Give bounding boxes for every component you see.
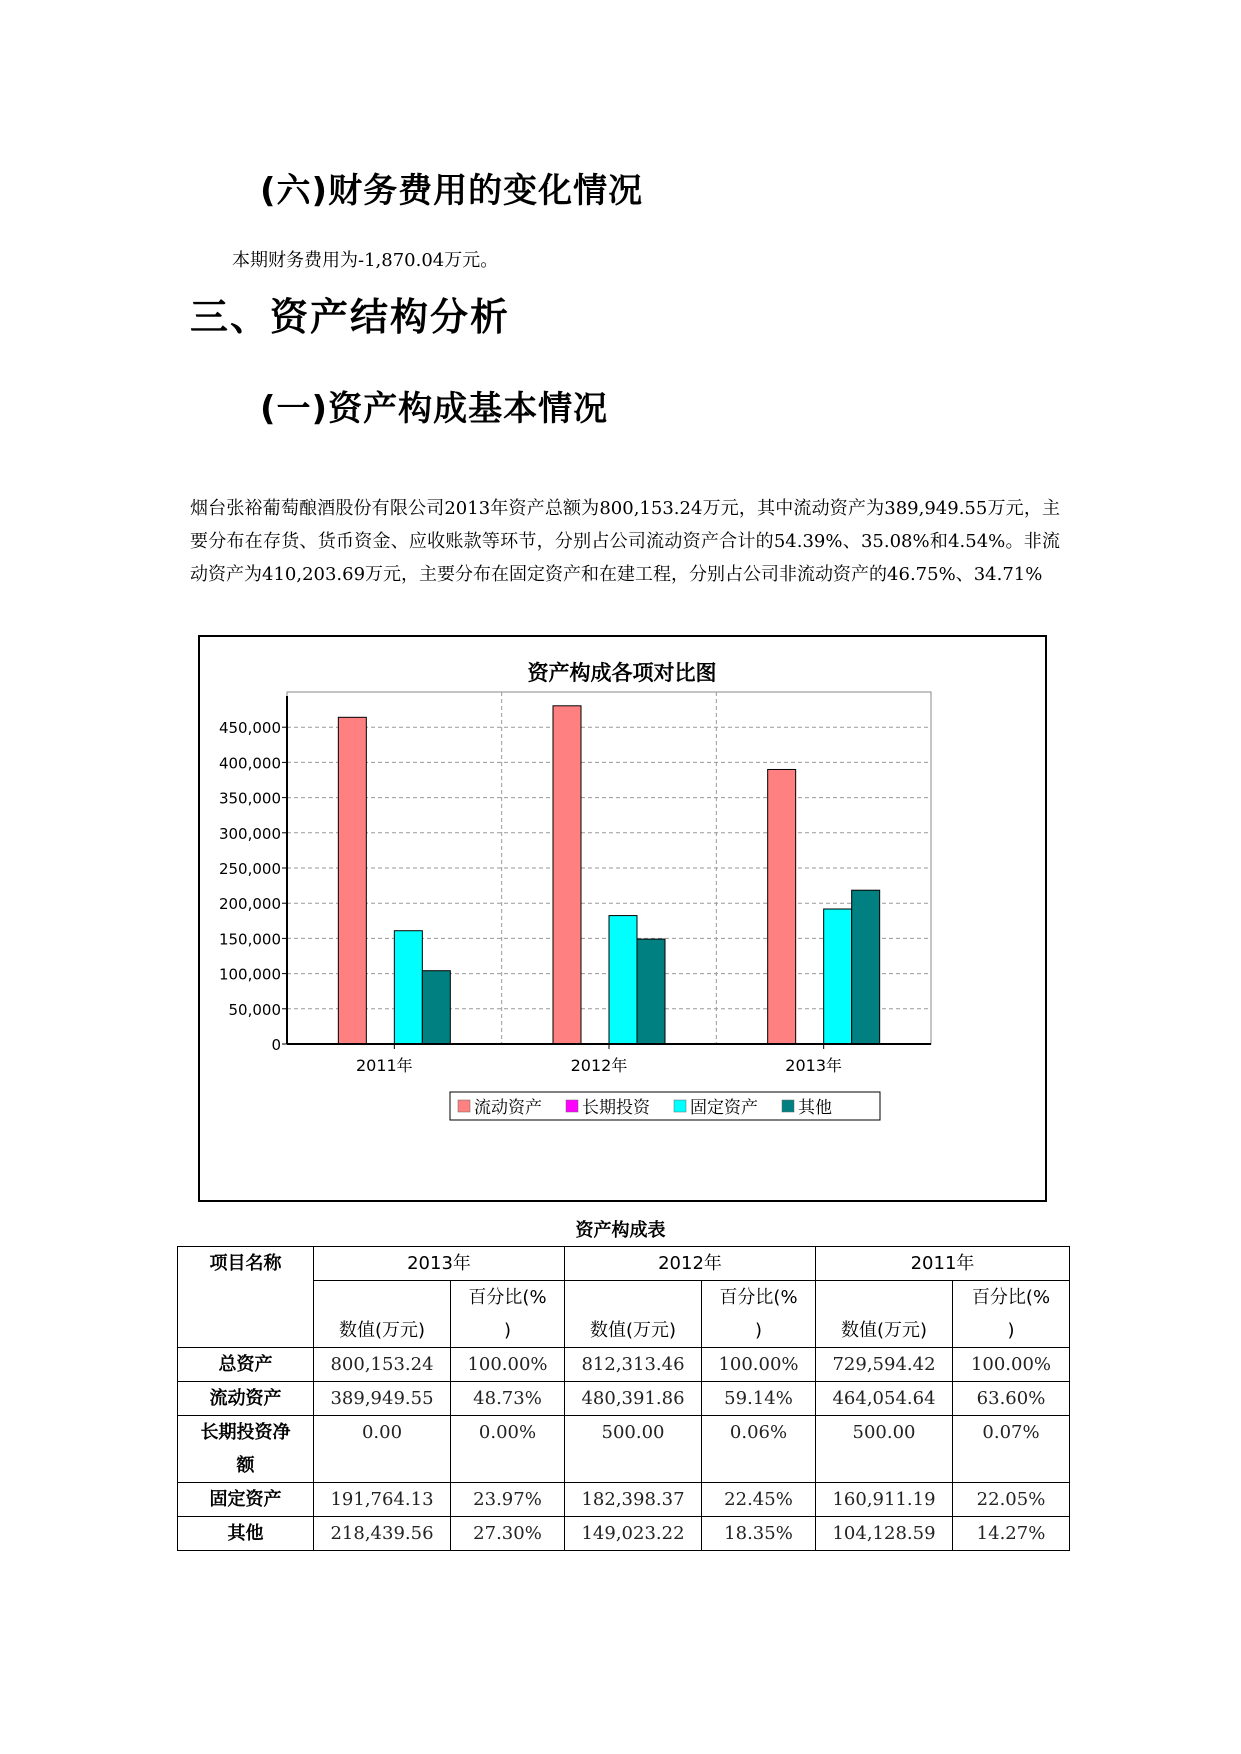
table-cell: 800,153.24: [314, 1348, 451, 1382]
y-tick-label: 200,000: [218, 895, 281, 914]
subheader-percent: 百分比(% ): [702, 1281, 816, 1348]
section1-heading: (一)资产构成基本情况: [260, 389, 609, 429]
table-cell: 182,398.37: [565, 1483, 702, 1517]
legend-label: 长期投资: [582, 1098, 650, 1118]
header-year-2013: 2013年: [314, 1247, 565, 1281]
table-cell: 22.45%: [702, 1483, 816, 1517]
legend-label: 固定资产: [690, 1098, 758, 1118]
table-row: [178, 1416, 1070, 1483]
table-cell: 191,764.13: [314, 1483, 451, 1517]
legend-swatch: [458, 1100, 470, 1112]
table-cell: 160,911.19: [816, 1483, 953, 1517]
asset-table: [177, 1246, 1070, 1551]
table-cell: 729,594.42: [816, 1348, 953, 1382]
table-cell: 18.35%: [702, 1517, 816, 1551]
table-cell: 22.05%: [953, 1483, 1070, 1517]
table-cell: 104,128.59: [816, 1517, 953, 1551]
subheader-percent: 百分比(% ): [451, 1281, 565, 1348]
bar-chart: [198, 635, 1047, 1202]
y-tick-label: 450,000: [218, 719, 281, 738]
header-year-2011: 2011年: [816, 1247, 1070, 1281]
bar-1-3: [768, 769, 796, 1044]
table-cell: 480,391.86: [565, 1382, 702, 1416]
header-year-2012: 2012年: [565, 1247, 816, 1281]
y-tick-label: 150,000: [218, 930, 281, 949]
chart-title: 资产构成各项对比图: [527, 661, 717, 685]
y-tick-label: 250,000: [218, 860, 281, 878]
table-cell: 100.00%: [702, 1348, 816, 1382]
table-cell: 500.00: [816, 1416, 953, 1483]
table-cell: 0.00%: [451, 1416, 565, 1483]
table-cell: 0.06%: [702, 1416, 816, 1483]
table-cell: 0.00: [314, 1416, 451, 1483]
table-row: [178, 1517, 1070, 1551]
y-tick-label: 400,000: [218, 754, 281, 773]
row-label: 总资产: [178, 1348, 314, 1382]
y-tick-label: 50,000: [228, 1000, 281, 1019]
bar-4-3: [852, 890, 880, 1044]
section6-text: 本期财务费用为-1,870.04万元。: [232, 250, 499, 271]
row-label: 流动资产: [178, 1382, 314, 1416]
y-tick-label: 100,000: [218, 965, 281, 984]
bar-4-1: [422, 971, 450, 1044]
subheader-value: 数值(万元): [565, 1281, 702, 1348]
table-cell: 0.07%: [953, 1416, 1070, 1483]
y-tick-label: 0: [271, 1036, 281, 1054]
table-cell: 48.73%: [451, 1382, 565, 1416]
table-row: [178, 1382, 1070, 1416]
legend-label: 流动资产: [474, 1098, 542, 1118]
table-cell: 812,313.46: [565, 1348, 702, 1382]
table-cell: 14.27%: [953, 1517, 1070, 1551]
legend-swatch: [674, 1100, 686, 1112]
bar-3-2: [609, 916, 637, 1044]
table-cell: 149,023.22: [565, 1517, 702, 1551]
x-tick-label: 2011年: [355, 1056, 413, 1075]
bar-1-2: [553, 706, 581, 1044]
legend-swatch: [782, 1100, 794, 1112]
row-label: 固定资产: [178, 1483, 314, 1517]
subheader-percent: 百分比(% ): [953, 1281, 1070, 1348]
bar-4-2: [637, 939, 665, 1044]
y-tick-label: 350,000: [218, 789, 281, 808]
row-label: 长期投资净 额: [178, 1416, 314, 1483]
table-cell: 59.14%: [702, 1382, 816, 1416]
subheader-value: 数值(万元): [816, 1281, 953, 1348]
y-tick-label: 300,000: [218, 824, 281, 843]
table-cell: 23.97%: [451, 1483, 565, 1517]
table-cell: 218,439.56: [314, 1517, 451, 1551]
legend-label: 其他: [798, 1098, 832, 1118]
table-cell: 100.00%: [451, 1348, 565, 1382]
bar-1-1: [338, 717, 366, 1044]
table-cell: 100.00%: [953, 1348, 1070, 1382]
table-row: [178, 1348, 1070, 1382]
table-cell: 464,054.64: [816, 1382, 953, 1416]
legend-swatch: [566, 1100, 578, 1112]
table-cell: 27.30%: [451, 1517, 565, 1551]
x-tick-label: 2013年: [785, 1056, 843, 1075]
header-item-name: 项目名称: [178, 1247, 314, 1348]
bar-3-3: [824, 909, 852, 1044]
bar-3-1: [394, 931, 422, 1044]
row-label: 其他: [178, 1517, 314, 1551]
table-title: 资产构成表: [575, 1220, 666, 1241]
chart-canvas: [200, 637, 1045, 1200]
table-cell: 500.00: [565, 1416, 702, 1483]
table-row: [178, 1483, 1070, 1517]
x-tick-label: 2012年: [570, 1056, 628, 1075]
table-cell: 63.60%: [953, 1382, 1070, 1416]
part3-heading: 三、资产结构分析: [190, 295, 511, 339]
section6-heading: (六)财务费用的变化情况: [260, 171, 644, 211]
table-cell: 389,949.55: [314, 1382, 451, 1416]
subheader-value: 数值(万元): [314, 1281, 451, 1348]
intro-paragraph: 烟台张裕葡萄酿酒股份有限公司2013年资产总额为800,153.24万元，其中流动资产为389,949.55万元，主要分布在存货、货币资金、应收账款等环节，分别占公司流动资产合计的54.39%、35.08%和4.54%。非流动资产为410,203.69万元，主要分布在固定资产和在建工程，分别占公司非流动资产的46.75%、34.71%: [190, 498, 1060, 585]
